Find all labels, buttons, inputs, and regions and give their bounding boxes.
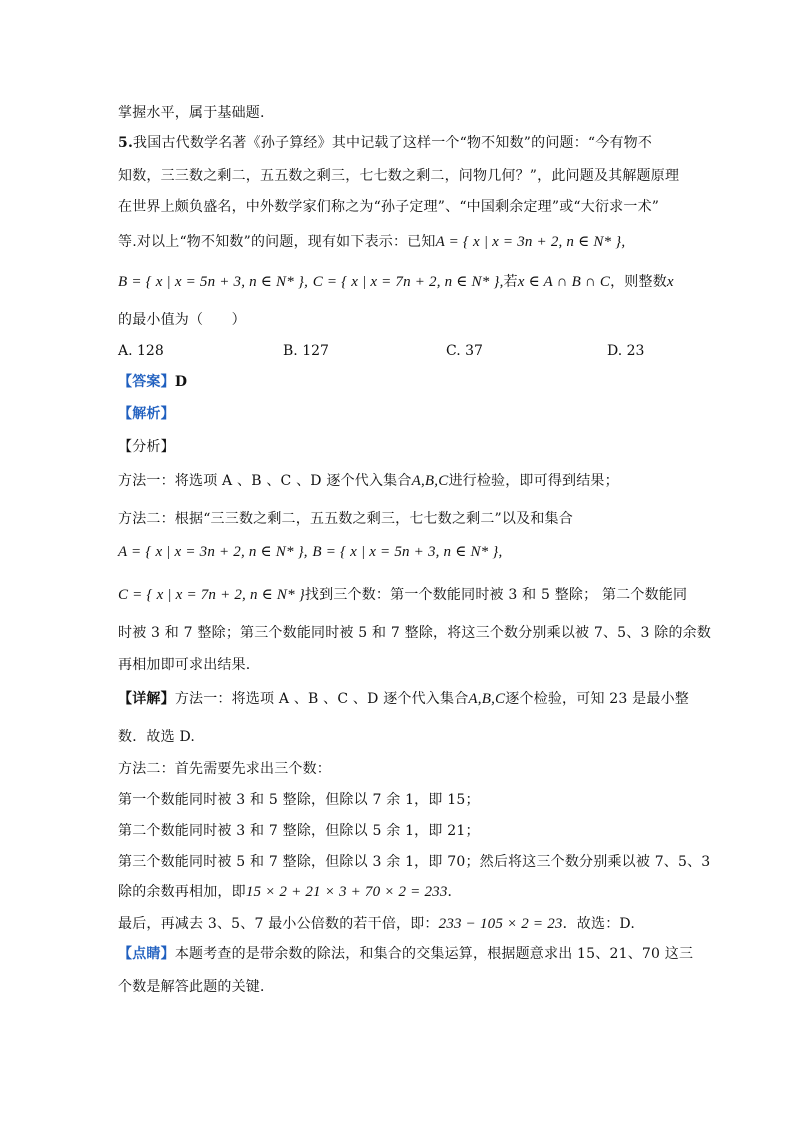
set-c-formula: C = { x | x = 7n + 2, n ∈ N* }, — [312, 274, 504, 290]
question-stem: 的最小值为（ ） — [118, 312, 246, 328]
detail-line: 第一个数能同时被 3 和 5 整除，但除以 7 余 1，即 15； — [118, 792, 480, 808]
fenxi-method2-text: 再相加即可求出结果. — [118, 657, 251, 673]
set-a-formula: A = { x | x = 3n + 2, n ∈ N* }, — [435, 234, 626, 250]
fenxi-method1: 方法一：将选项 A 、B 、C 、D 逐个代入集合A,B,C进行检验，即可得到结果； — [118, 473, 619, 489]
question-stem: B = { x | x = 5n + 3, n ∈ N* }, C = { x | x = 7n + 2, n ∈ N* },若x ∈ A ∩ B ∩ C，则整数x — [118, 274, 674, 290]
intersection-formula: x ∈ A ∩ B ∩ C — [517, 274, 611, 290]
option-c: C. 37 — [446, 343, 483, 359]
detail-line: 第二个数能同时被 3 和 7 整除，但除以 5 余 1，即 21； — [118, 823, 480, 839]
fenxi-method2-sets: A = { x | x = 3n + 2, n ∈ N* }, B = { x | x = 5n + 3, n ∈ N* }, — [118, 544, 503, 560]
text-line: 掌握水平，属于基础题. — [118, 105, 265, 121]
detail-line: 最后，再减去 3、5、7 最小公倍数的若干倍，即：233 − 105 × 2 = 23．故选：D. — [118, 916, 635, 932]
fenxi-method2-text: 时被 3 和 7 整除；第三个数能同时被 5 和 7 整除，将这三个数分别乘以被 7、5、3 除的余数 — [118, 625, 712, 641]
question-stem: 在世界上颇负盛名，中外数学家们称之为“孙子定理”、“中国剩余定理”或“大衍求一术” — [118, 199, 660, 215]
review-line: 个数是解答此题的关键． — [118, 979, 275, 995]
answer-tag: 【答案】 — [118, 374, 175, 390]
answer-line — [118, 372, 187, 392]
detail-line: 第三个数能同时被 5 和 7 整除，但除以 3 余 1，即 70；然后将这三个数分别乘以被 7、5、3 — [118, 854, 711, 870]
detail-line: 【详解】方法一：将选项 A 、B 、C 、D 逐个代入集合A,B,C逐个检验，可知 23 是最小整 — [118, 691, 689, 707]
option-a: A. 128 — [118, 343, 164, 359]
option-b: B. 127 — [283, 343, 329, 359]
answer-value: D — [174, 374, 188, 390]
detail-tag: 【详解】 — [118, 691, 175, 707]
question-stem: 5.我国古代数学名著《孙子算经》其中记载了这样一个“物不知数”的问题：“今有物不 — [118, 135, 653, 151]
question-stem: 等.对以上“物不知数”的问题，现有如下表示：已知A = { x | x = 3n + 2, n ∈ N* }, — [118, 234, 626, 250]
detail-line: 数．故选 D. — [118, 729, 196, 745]
question-stem: 知数，三三数之剩二，五五数之剩三，七七数之剩二，问物几何？”，此问题及其解题原理 — [118, 168, 680, 184]
detail-line: 方法二：首先需要先求出三个数： — [118, 761, 331, 777]
fenxi-method2: 方法二：根据“三三数之剩二，五五数之剩三，七七数之剩二”以及和集合 — [118, 511, 573, 527]
option-d: D. 23 — [607, 343, 645, 359]
set-b-formula: B = { x | x = 5n + 3, n ∈ N* }, — [118, 274, 309, 290]
fenxi-method2-text: C = { x | x = 7n + 2, n ∈ N* }找到三个数：第一个数能同时被 3 和 5 整除； 第二个数能同 — [118, 587, 688, 603]
fenxi-heading: 【分析】 — [118, 439, 175, 455]
review-line: 【点睛】本题考查的是带余数的除法，和集合的交集运算，根据题意求出 15、21、70 这三 — [118, 946, 694, 962]
analysis-heading: 【解析】 — [118, 406, 175, 422]
review-tag: 【点睛】 — [118, 946, 175, 962]
detail-line: 除的余数再相加，即15 × 2 + 21 × 3 + 70 × 2 = 233． — [118, 884, 462, 900]
